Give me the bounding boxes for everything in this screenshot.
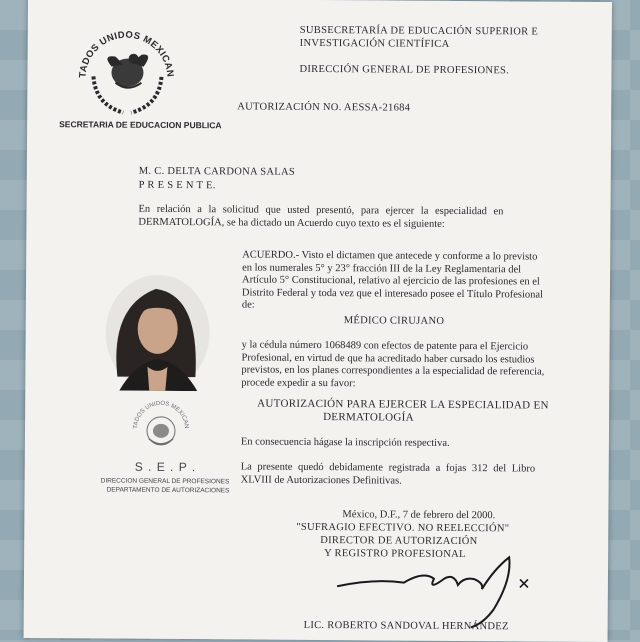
sep-stamp — [129, 395, 193, 459]
signer-name: LIC. ROBERTO SANDOVAL HERNÁNDEZ — [303, 619, 509, 633]
professional-title: MÉDICO CIRUJANO — [343, 315, 445, 327]
stamp-line-2: DEPARTAMENTO DE AUTORIZACIONES — [106, 486, 230, 495]
stamp-abbr: S . E . P . — [134, 459, 197, 475]
agreement-line: ACUERDO.- Visto el dictamen que antecede y conforme a lo previsto — [242, 249, 538, 263]
document-sheet — [24, 0, 612, 642]
agreement-line: Profesional, en virtud de que ha acreditado haber cursado los estudios — [241, 351, 535, 366]
stamp-line-1: DIRECCION GENERAL DE PROFESIONES — [100, 477, 230, 486]
registro-line-2: XLVIII de Autorizaciones Definitivas. — [240, 474, 402, 487]
intro-line-1: En relación a la solicitud que usted presentó, para ejercer la especialidad en — [138, 203, 504, 218]
svg-text:ESTADOS UNIDOS MEXICANOS: ESTADOS UNIDOS MEXICANOS — [132, 400, 190, 430]
intro-line-2: DERMATOLOGÍA, se ha dictado un Acuerdo cuyo texto es el siguiente: — [138, 216, 445, 230]
svg-text:ESTADOS UNIDOS MEXICANOS: ESTADOS UNIDOS MEXICANOS — [77, 29, 176, 79]
coat-of-arms-seal — [71, 16, 182, 121]
authorization-title-line-1: AUTORIZACIÓN PARA EJERCER LA ESPECIALIDAD EN — [257, 397, 549, 412]
header-line-2: INVESTIGACIÓN CIENTÍFICA — [299, 37, 450, 50]
agreement-line: de: — [241, 299, 255, 311]
agreement-block — [242, 249, 554, 314]
director-role-1: DIRECTOR DE AUTORIZACIÓN — [320, 535, 478, 548]
header-line-1: SUBSECRETARÍA DE EDUCACIÓN SUPERIOR E — [299, 24, 539, 38]
place-date: México, D.F., 7 de febrero del 2000. — [342, 509, 496, 522]
authorization-title-line-2: DERMATOLOGÍA — [323, 411, 414, 424]
registro-line-1: La presente quedó debidamente registrada a fojas 312 del Libro — [240, 461, 536, 475]
agreement-line: previstos, en los planes correspondientes a la especialidad de referencia, — [241, 364, 545, 378]
authorization-number: AUTORIZACIÓN NO. AESSA-21684 — [237, 101, 411, 114]
agreement-line: Artículo 5° Constitucional, relativo al ejercicio de las profesiones en el — [242, 274, 540, 288]
consecuencia-text: En consecuencia hágase la inscripción respectiva. — [240, 436, 450, 449]
seal-caption: SECRETARIA DE EDUCACION PUBLICA — [59, 119, 222, 131]
motto: "SUFRAGIO EFECTIVO. NO REELECCIÓN" — [296, 521, 510, 535]
portrait-photo — [95, 266, 220, 391]
agreement-block-2 — [241, 339, 553, 391]
recipient-name: M. C. DELTA CARDONA SALAS — [138, 165, 296, 178]
agreement-line: Distrito Federal y toda vez que el interesado posee el Título Profesional — [241, 286, 544, 301]
handwritten-signature — [334, 548, 565, 630]
agreement-line: y la cédula número 1068489 con efectos de patente para el Ejercicio — [241, 339, 529, 353]
director-role-2: Y REGISTRO PROFESIONAL — [324, 548, 466, 561]
agreement-line: en los numerales 5° y 23° fracción III de la Ley Reglamentaria del — [242, 261, 522, 275]
recipient-presente: P R E S E N T E. — [138, 179, 216, 192]
header-line-3: DIRECCIÓN GENERAL DE PROFESIONES. — [299, 63, 510, 77]
agreement-line: procede expedir a su favor: — [241, 376, 356, 389]
